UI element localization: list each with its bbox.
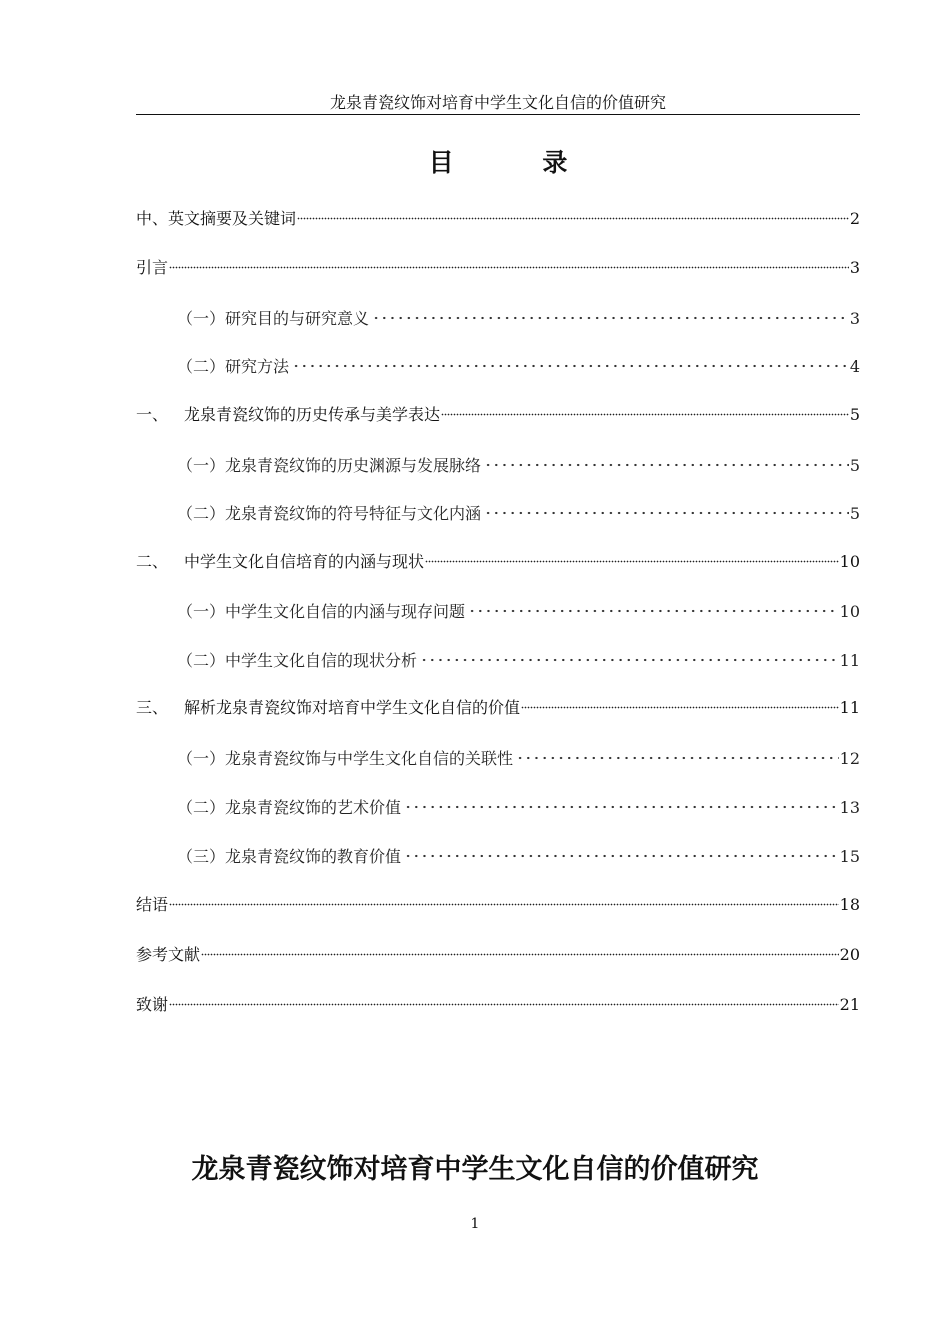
toc-entry-page: 18 bbox=[839, 895, 860, 914]
toc-entry-label: （二）龙泉青瓷纹饰的符号特征与文化内涵 bbox=[177, 504, 482, 523]
toc-title: 目 录 bbox=[428, 148, 608, 177]
toc-subentry[interactable] bbox=[177, 838, 860, 866]
toc-entry-page: 10 bbox=[839, 552, 860, 571]
toc-entry-page: 10 bbox=[839, 602, 860, 621]
toc-subentry[interactable] bbox=[177, 789, 860, 817]
toc-entry-label: （一）龙泉青瓷纹饰与中学生文化自信的关联性 bbox=[177, 749, 514, 768]
toc-entry-page: 3 bbox=[849, 258, 860, 277]
toc-entry-label: （三）龙泉青瓷纹饰的教育价值 bbox=[177, 847, 402, 866]
toc-entry-label: （一）研究目的与研究意义 bbox=[177, 309, 370, 328]
toc-entry-label: （二）中学生文化自信的现状分析 bbox=[177, 651, 418, 670]
toc-entry-label: （二）龙泉青瓷纹饰的艺术价值 bbox=[177, 798, 402, 817]
toc-entry-label: 解析龙泉青瓷纹饰对培育中学生文化自信的价值 bbox=[184, 698, 521, 717]
toc-entry-page: 12 bbox=[839, 749, 860, 768]
toc-entry-label: 致谢 bbox=[136, 995, 169, 1014]
toc-subentry[interactable] bbox=[177, 495, 860, 523]
toc-entry-page: 15 bbox=[839, 847, 860, 866]
dot-leader bbox=[521, 689, 839, 713]
dot-leader bbox=[169, 986, 839, 1010]
toc-subentry[interactable] bbox=[177, 642, 860, 670]
toc-entry-page: 5 bbox=[849, 504, 860, 523]
toc-entry-label: （一）龙泉青瓷纹饰的历史渊源与发展脉络 bbox=[177, 456, 482, 475]
toc-entry-page: 11 bbox=[839, 698, 860, 717]
page-number: 1 bbox=[470, 1216, 480, 1232]
toc-entry-page: 21 bbox=[839, 995, 860, 1014]
dot-leader bbox=[201, 936, 839, 960]
dot-leader bbox=[425, 543, 839, 567]
toc-entry-label: 结语 bbox=[136, 895, 169, 914]
toc-entry-label: 龙泉青瓷纹饰的历史传承与美学表达 bbox=[184, 405, 441, 424]
toc-entry-label: 中学生文化自信培育的内涵与现状 bbox=[184, 552, 425, 571]
toc-entry-page: 2 bbox=[849, 209, 860, 228]
toc-entry[interactable] bbox=[136, 396, 860, 424]
dot-leader bbox=[169, 886, 839, 910]
toc-entry-number: 一、 bbox=[136, 405, 169, 424]
toc-entry[interactable] bbox=[136, 886, 860, 914]
running-header: 龙泉青瓷纹饰对培育中学生文化自信的价值研究 bbox=[329, 93, 666, 112]
dot-leader bbox=[169, 249, 849, 273]
toc-entry[interactable] bbox=[136, 986, 860, 1014]
dot-leader bbox=[514, 740, 839, 764]
toc-entry-page: 13 bbox=[839, 798, 860, 817]
toc-entry-label: （一）中学生文化自信的内涵与现存问题 bbox=[177, 602, 466, 621]
dot-leader bbox=[402, 838, 839, 862]
toc-entry[interactable] bbox=[136, 936, 860, 964]
toc-entry[interactable] bbox=[136, 543, 860, 571]
toc-subentry[interactable] bbox=[177, 348, 860, 376]
dot-leader bbox=[466, 593, 839, 617]
toc-subentry[interactable] bbox=[177, 740, 860, 768]
toc-entry-number: 二、 bbox=[136, 552, 169, 571]
toc-entry[interactable] bbox=[136, 249, 860, 277]
dot-leader bbox=[402, 789, 839, 813]
dot-leader bbox=[290, 348, 849, 372]
toc-entry-page: 20 bbox=[839, 945, 860, 964]
toc-entry-page: 3 bbox=[849, 309, 860, 328]
dot-leader bbox=[482, 447, 849, 471]
toc-entry-label: 参考文献 bbox=[136, 945, 201, 964]
toc-subentry[interactable] bbox=[177, 300, 860, 328]
toc-subentry[interactable] bbox=[177, 447, 860, 475]
toc-entry-label: 引言 bbox=[136, 258, 169, 277]
toc-entry-page: 11 bbox=[839, 651, 860, 670]
toc-entry[interactable] bbox=[136, 689, 860, 717]
toc-entry-page: 5 bbox=[849, 405, 860, 424]
dot-leader bbox=[297, 200, 849, 224]
dot-leader bbox=[441, 396, 849, 420]
toc-entry-label: 中、英文摘要及关键词 bbox=[136, 209, 297, 228]
toc-subentry[interactable] bbox=[177, 593, 860, 621]
toc-entry-page: 4 bbox=[849, 357, 860, 376]
paper-title: 龙泉青瓷纹饰对培育中学生文化自信的价值研究 bbox=[191, 1154, 759, 1185]
toc-entry-number: 三、 bbox=[136, 698, 169, 717]
toc-entry-label: （二）研究方法 bbox=[177, 357, 290, 376]
toc-entry[interactable] bbox=[136, 200, 860, 228]
dot-leader bbox=[418, 642, 839, 666]
dot-leader bbox=[370, 300, 849, 324]
toc-entry-page: 5 bbox=[849, 456, 860, 475]
dot-leader bbox=[482, 495, 849, 519]
